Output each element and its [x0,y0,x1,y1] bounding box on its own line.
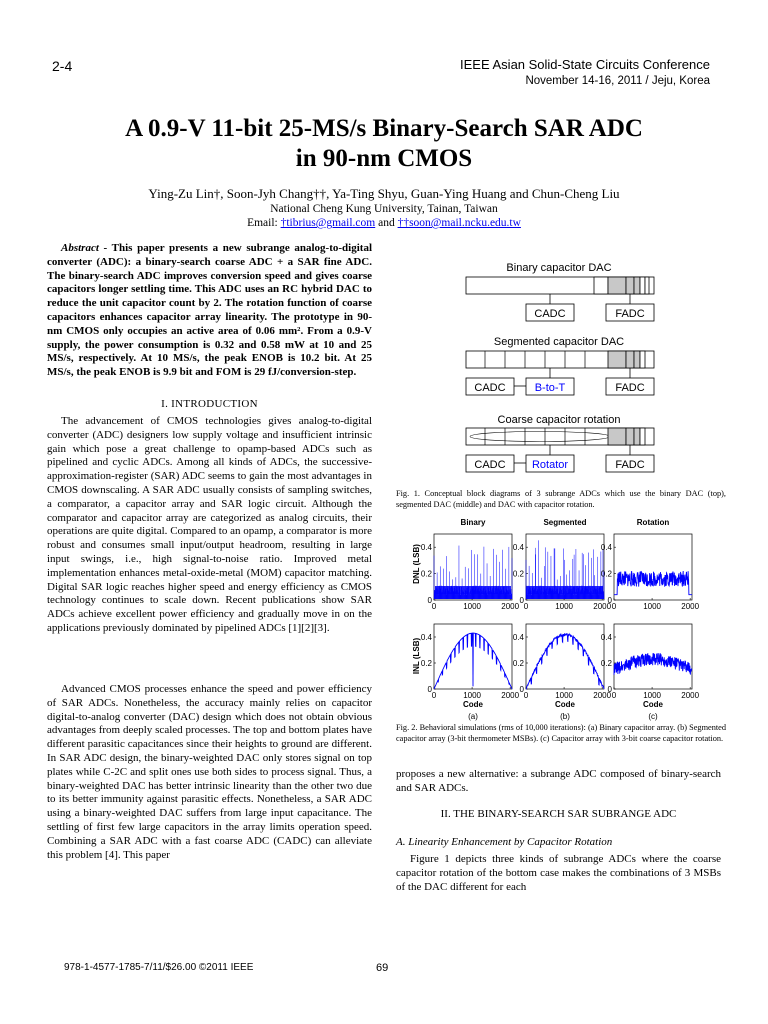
segmented-dac-array [466,351,654,378]
abstract-label: Abstract [61,242,99,254]
footer-isbn: 978-1-4577-1785-7/11/$26.00 ©2011 IEEE [64,962,254,973]
inl-rotation-xtick-label: 1000 [643,691,661,700]
inl-binary-ytick-label: 0 [427,685,432,694]
section-heading-binary-search: II. THE BINARY-SEARCH SAR SUBRANGE ADC [440,808,677,820]
figure-2-simulation-plots [410,514,700,722]
paper-title [0,114,768,174]
dnl-rotation-xtick-label: 0 [611,602,617,611]
title-line-1: A 0.9-V 11-bit 25-MS/s Binary-Search SAR ADC [125,115,643,142]
fig1-binary-title: Binary capacitor DAC [506,262,612,274]
inl-binary-xtick-label: 2000 [501,691,520,700]
intro-paragraph-1-text: The advancement of CMOS technologies gives analog-to-digital converter (ADC) designers low supply voltage and insufficient intrinsic gain which pose a great challenge to opamp-based ADCs such as pipelined and cyclic ADCs. Among all kinds of ADCs, the successive-approximation-register (SAR) ADC seems to gain the most advantages in CMOS downscaling. A SAR ADC usually consists of sampling switches, a comparator, a capacitor array and SAR logic circuit. Although the comparator and capacitor array are categorized as analog circuits, their operations are quite digital. Compared to an opamp, a comparator is more robust and consumes small input/output headroom, resulting in large input swings, i.e., high signal-to-noise ratio. Improved metal implementation enhances metal-oxide-metal (MOM) capacitor matching. Digital SAR logic reaches higher speed and energy efficiency as CMOS technology continues to scale down. Recent publications show SAR ADCs achieve excellent power efficiency and gradually move in on the applications previously dominated by pipelined ADCs [1][2][3]. [47,415,372,634]
inl-rotation-xtick-label: 0 [611,691,617,700]
email-and: and [375,217,398,229]
dnl-binary-xtick-label: 2000 [501,602,520,611]
inl-segmented-ytick-label: 0 [519,685,524,694]
right-paragraph-1 [396,768,721,796]
fig2-code-label-c: Code [643,700,663,709]
dnl-segmented-xtick-label: 2000 [593,602,612,611]
subsection-heading-a: A. Linearity Enhancement by Capacitor Rotation [396,836,613,848]
right-paragraph-2 [396,853,721,894]
dnl-binary-ytick-label: 0.4 [420,543,432,553]
dnl-segmented-ytick-label: 0 [519,596,524,605]
dnl-rotation-ytick-label: 0.2 [600,569,612,579]
segmented-cadc-label: CADC [474,382,506,394]
inl-binary-xtick-label: 1000 [463,691,481,700]
dnl-rotation-xtick-label: 1000 [643,602,661,611]
rotation-fadc-label: FADC [615,459,645,471]
conference-header [460,56,710,90]
binary-dac-array [466,277,654,304]
fig2-code-label-a: Code [463,700,483,709]
email-line [0,217,768,229]
dnl-rotation-ytick-label: 0.4 [600,543,612,553]
dnl-binary-xtick-label: 1000 [463,602,481,611]
dnl-segmented-ytick-label: 0.4 [512,543,524,553]
dnl-segmented-floor [527,586,603,594]
segmented-btot-label: B-to-T [534,382,566,394]
section-heading-introduction: I. INTRODUCTION [161,398,258,410]
inl-binary-ytick-label: 0.4 [420,633,432,642]
fig2-title-binary: Binary [460,518,486,527]
rotation-dac-array [466,428,654,455]
dnl-binary-ytick-label: 0.2 [420,569,432,579]
email-label: Email: [247,217,281,229]
dnl-segmented-ytick-label: 0.2 [512,569,524,579]
email-link-2[interactable]: ††soon@mail.ncku.edu.tw [397,217,521,229]
inl-segmented-xtick-label: 2000 [593,691,612,700]
fig2-dnl-ylabel: DNL (LSB) [412,544,421,584]
abstract-text: - This paper presents a new subrange analog-to-digital converter (ADC): a binary-search coarse ADC + a SAR fine ADC. The binary-search ADC improves conversion speed and gives coarse capacitors longer settling time. This ADC uses an RC hybrid DAC to reduce the unit capacitor count by 2. The rotation function of coarse capacitors enhances capacitor array linearity. The prototype in 90-nm CMOS only occupies an active area of 0.06 mm². From a 0.9-V supply, the power consumption is 0.32 and 0.58 mW at 10 and 25 MS/s, respectively. At 10 MS/s, the peak ENOB is 10.2 bit. At 25 MS/s, the peak ENOB is 9.9 bit and FOM is 29 fJ/conversion-step. [47,242,372,379]
inl-segmented-ytick-label: 0.2 [512,659,524,668]
inl-rotation-ytick-label: 0.4 [600,633,612,642]
figure-2-caption: Fig. 2. Behavioral simulations (rms of 10,000 iterations): (a) Binary capacitor array. (b) Segmented capacitor array (3-bit thermometer MSBs). (c) Capacitor array with 3-bit coarse capacitor rotation. [396,723,726,743]
inl-binary-ytick-label: 0.2 [420,659,432,668]
figure-1-caption: Fig. 1. Conceptual block diagrams of 3 subrange ADCs which use the binary DAC (top), segmented DAC (middle) and DAC with capacitor rotation. [396,489,726,509]
intro-paragraph-2 [47,683,372,862]
fig2-sublabel-b: (b) [560,712,570,721]
right-paragraph-2-text: Figure 1 depicts three kinds of subrange ADCs where the coarse capacitor rotation of the bottom case makes the combinations of 3 MSBs of the DAC different for each [396,853,721,893]
abstract [47,242,372,380]
email-link-1[interactable]: †tibrius@gmail.com [280,217,376,229]
dnl-rotation-axes-frame [614,534,692,600]
fig1-rotation-title: Coarse capacitor rotation [497,414,621,426]
fig1-segmented-title: Segmented capacitor DAC [493,336,625,348]
fig2-code-label-b: Code [555,700,575,709]
dnl-binary-xtick-label: 0 [431,602,437,611]
intro-paragraph-1 [47,415,372,636]
author-list: Ying-Zu Lin†, Soon-Jyh Chang††, Ya-Ting Shyu, Guan-Ying Huang and Chun-Cheng Liu [148,186,620,201]
affiliation: National Cheng Kung University, Tainan, Taiwan [270,203,498,215]
binary-cadc-label: CADC [534,308,566,320]
fig2-sublabel-a: (a) [468,712,478,721]
inl-rotation-ytick-label: 0.2 [600,659,612,668]
figure-1-block-diagrams [455,258,665,480]
segmented-fadc-label: FADC [615,382,645,394]
right-paragraph-1-text: proposes a new alternative: a subrange ADC composed of binary-search and SAR ADCs. [396,768,721,794]
intro-paragraph-2-text: Advanced CMOS processes enhance the speed and power efficiency of SAR ADCs. Nonetheless, the accuracy mainly relies on capacitor digital-to-analog converter (DAC) design which does not obtain obvious advantages from deeply scaled processes. The top and bottom plates have different parasitic capacitances since their heights to ground are different. In SAR ADC design, the binary-weighted DAC only stores signal on top plates while C-2C and split ones use both sides to process signal. Thus, a binary-weighted DAC has better intrinsic linearity than the other two due to its better immunity against parasitic effects. Nonetheless, a SAR ADC using a binary-weighted DAC suffers from large input capacitance. The settling of first few large capacitors in the array limits operation speed. Combining a SAR ADC with a fast coarse ADC (CADC) can alleviate this problem [4]. This paper [47,683,372,861]
rotation-rotator-label: Rotator [531,459,569,471]
rotation-cadc-label: CADC [474,459,506,471]
fig2-title-segmented: Segmented [543,518,587,527]
session-number: 2-4 [52,58,73,74]
fig2-title-rotation: Rotation [636,518,670,527]
dnl-segmented-xtick-label: 0 [523,602,529,611]
inl-binary-xtick-label: 0 [431,691,437,700]
conference-name: IEEE Asian Solid-State Circuits Conference [459,57,710,72]
inl-segmented-xtick-label: 0 [523,691,529,700]
inl-rotation-xtick-label: 2000 [681,691,700,700]
inl-rotation-ytick-label: 0 [607,685,612,694]
dnl-segmented-xtick-label: 1000 [555,602,573,611]
page-number: 69 [376,962,389,974]
binary-fadc-label: FADC [615,308,645,320]
fig2-sublabel-c: (c) [648,712,658,721]
conference-dates: November 14-16, 2011 / Jeju, Korea [525,75,710,87]
inl-segmented-ytick-label: 0.4 [512,633,524,642]
title-line-2: in 90-nm CMOS [295,145,473,172]
fig2-inl-ylabel: INL (LSB) [412,637,421,675]
dnl-binary-ytick-label: 0 [427,596,432,605]
dnl-rotation-xtick-label: 2000 [681,602,700,611]
dnl-binary-floor [435,586,511,594]
inl-segmented-xtick-label: 1000 [555,691,573,700]
dnl-rotation-ytick-label: 0 [607,596,612,605]
